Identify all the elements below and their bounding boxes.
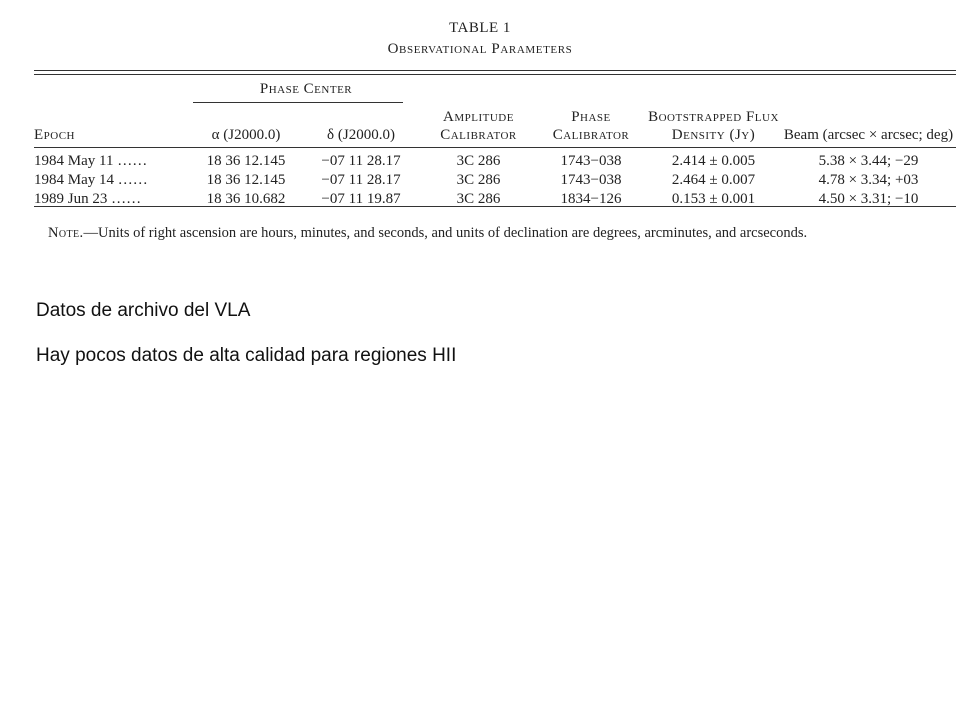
column-header-beam: Beam (arcsec × arcsec; deg) <box>783 127 954 143</box>
group-header-row <box>34 76 956 102</box>
observational-parameters-table-block <box>30 20 960 241</box>
cell-amplitude-calibrator: 3C 286 <box>456 172 501 188</box>
column-header-dec: δ (J2000.0) <box>327 127 395 143</box>
table-row <box>34 190 956 209</box>
table-note-text: —Units of right ascension are hours, minutes, and seconds, and units of declination are degrees, arcminutes, and arcseconds. <box>83 225 808 241</box>
cell-amplitude-calibrator: 3C 286 <box>456 191 501 207</box>
cell-phase-calibrator: 1834−126 <box>560 191 622 207</box>
group-header-phase-center: Phase Center <box>259 80 353 97</box>
cell-flux-density: 2.464 ± 0.007 <box>671 172 756 188</box>
body-line-vla-archive: Datos de archivo del VLA <box>36 300 251 321</box>
cell-dec: −07 11 28.17 <box>321 153 401 169</box>
cell-dec: −07 11 28.17 <box>321 172 401 188</box>
cell-flux-density: 0.153 ± 0.001 <box>671 191 756 207</box>
column-header-row <box>34 102 956 147</box>
column-header-epoch: Epoch <box>34 127 76 143</box>
cell-phase-calibrator: 1743−038 <box>560 172 622 188</box>
cell-epoch: 1989 Jun 23 …… <box>34 191 142 207</box>
cell-beam: 4.50 × 3.31; −10 <box>818 191 919 207</box>
cell-epoch: 1984 May 14 …… <box>34 172 148 188</box>
cell-ra: 18 36 12.145 <box>206 172 286 188</box>
table-top-rule <box>34 70 956 71</box>
table-top-rule-2 <box>34 74 956 75</box>
cell-beam: 4.78 × 3.34; +03 <box>818 172 919 188</box>
table-title: TABLE 1 <box>449 20 511 36</box>
table-subtitle: Observational Parameters <box>387 41 573 57</box>
cell-amplitude-calibrator: 3C 286 <box>456 153 501 169</box>
column-header-flux-density: Bootstrapped Flux Density (Jy) <box>648 109 779 143</box>
table-note-label: Note. <box>48 225 84 241</box>
column-header-phase-calibrator: Phase Calibrator <box>552 109 630 143</box>
cell-flux-density: 2.414 ± 0.005 <box>671 153 756 169</box>
column-header-ra: α (J2000.0) <box>211 127 281 143</box>
cell-dec: −07 11 19.87 <box>321 191 401 207</box>
observational-parameters-table <box>34 76 956 209</box>
cell-phase-calibrator: 1743−038 <box>560 153 622 169</box>
column-header-amplitude-calibrator: Amplitude Calibrator <box>440 109 517 143</box>
table-row <box>34 171 956 190</box>
body-line-hii-regions: Hay pocos datos de alta calidad para regiones HII <box>36 345 457 366</box>
cell-epoch: 1984 May 11 …… <box>34 153 148 169</box>
table-row <box>34 147 956 171</box>
cell-ra: 18 36 10.682 <box>206 191 286 207</box>
cell-beam: 5.38 × 3.44; −29 <box>818 153 919 169</box>
cell-ra: 18 36 12.145 <box>206 153 286 169</box>
table-note <box>48 225 960 242</box>
